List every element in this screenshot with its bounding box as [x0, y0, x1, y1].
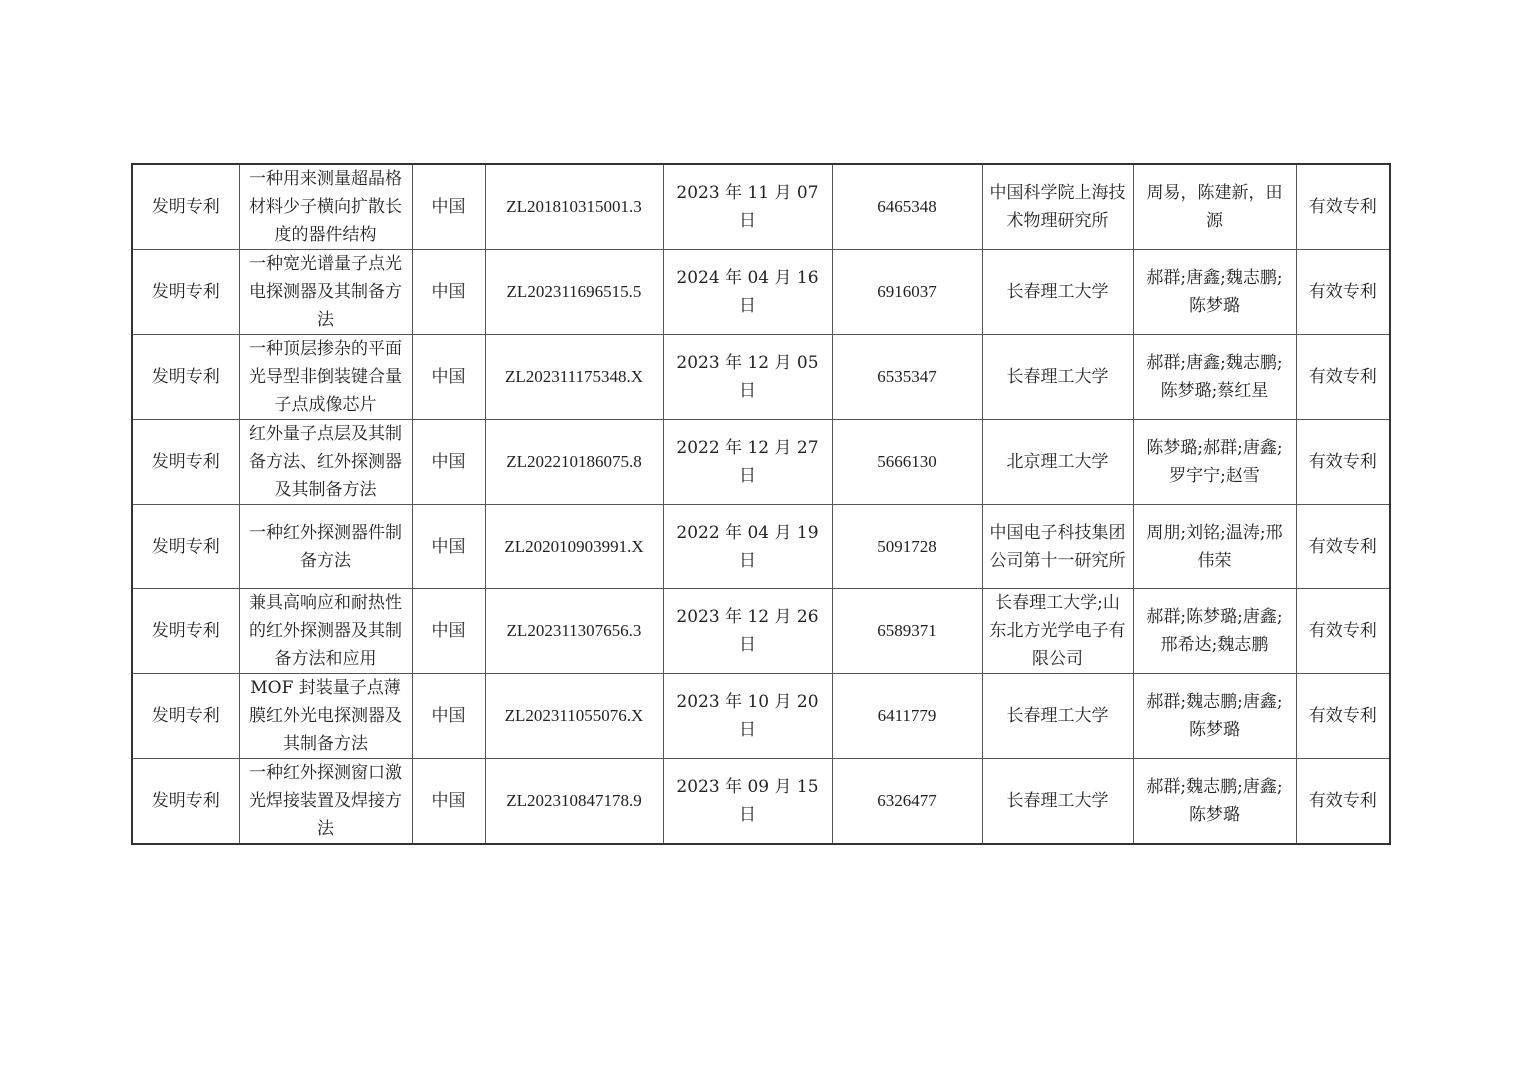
- country-cell: 中国: [412, 505, 485, 589]
- patent-type-cell: 发明专利: [132, 674, 239, 759]
- patent-number-cell: ZL202311696515.5: [485, 250, 663, 335]
- grant-date-cell: 2023 年 10 月 20 日: [663, 674, 832, 759]
- country-cell: 中国: [412, 759, 485, 845]
- country-cell: 中国: [412, 164, 485, 250]
- patent-title-cell: 一种红外探测器件制备方法: [239, 505, 412, 589]
- patentee-cell: 长春理工大学: [982, 759, 1133, 845]
- certificate-number-cell: 6465348: [832, 164, 982, 250]
- patentee-cell: 长春理工大学;山东北方光学电子有限公司: [982, 589, 1133, 674]
- legal-status-cell: 有效专利: [1296, 505, 1390, 589]
- patentee-cell: 北京理工大学: [982, 420, 1133, 505]
- grant-date-cell: 2022 年 04 月 19 日: [663, 505, 832, 589]
- country-cell: 中国: [412, 420, 485, 505]
- patent-type-cell: 发明专利: [132, 505, 239, 589]
- grant-date-cell: 2023 年 12 月 05 日: [663, 335, 832, 420]
- table-row: [132, 674, 1390, 759]
- legal-status-cell: 有效专利: [1296, 674, 1390, 759]
- patent-table-body: [132, 164, 1390, 844]
- country-cell: 中国: [412, 674, 485, 759]
- patent-number-cell: ZL202311055076.X: [485, 674, 663, 759]
- inventors-cell: 陈梦璐;郝群;唐鑫;罗宇宁;赵雪: [1133, 420, 1296, 505]
- grant-date-cell: 2023 年 09 月 15 日: [663, 759, 832, 845]
- certificate-number-cell: 6916037: [832, 250, 982, 335]
- certificate-number-cell: 6589371: [832, 589, 982, 674]
- patent-title-cell: 一种用来测量超晶格材料少子横向扩散长度的器件结构: [239, 164, 412, 250]
- inventors-cell: 郝群;唐鑫;魏志鹏;陈梦璐;蔡红星: [1133, 335, 1296, 420]
- patent-type-cell: 发明专利: [132, 164, 239, 250]
- patent-title-cell: 红外量子点层及其制备方法、红外探测器及其制备方法: [239, 420, 412, 505]
- patent-title-cell: 一种宽光谱量子点光电探测器及其制备方法: [239, 250, 412, 335]
- patent-number-cell: ZL201810315001.3: [485, 164, 663, 250]
- table-row: [132, 250, 1390, 335]
- table-row: [132, 589, 1390, 674]
- inventors-cell: 郝群;魏志鹏;唐鑫;陈梦璐: [1133, 674, 1296, 759]
- patent-number-cell: ZL202310847178.9: [485, 759, 663, 845]
- country-cell: 中国: [412, 250, 485, 335]
- inventors-cell: 郝群;魏志鹏;唐鑫;陈梦璐: [1133, 759, 1296, 845]
- grant-date-cell: 2023 年 12 月 26 日: [663, 589, 832, 674]
- certificate-number-cell: 6411779: [832, 674, 982, 759]
- patent-type-cell: 发明专利: [132, 589, 239, 674]
- table-row: [132, 335, 1390, 420]
- grant-date-cell: 2022 年 12 月 27 日: [663, 420, 832, 505]
- patentee-cell: 长春理工大学: [982, 674, 1133, 759]
- patent-type-cell: 发明专利: [132, 420, 239, 505]
- inventors-cell: 周易，陈建新，田源: [1133, 164, 1296, 250]
- patentee-cell: 中国电子科技集团公司第十一研究所: [982, 505, 1133, 589]
- patent-table: [131, 163, 1391, 845]
- table-row: [132, 164, 1390, 250]
- legal-status-cell: 有效专利: [1296, 589, 1390, 674]
- patent-title-cell: 兼具高响应和耐热性的红外探测器及其制备方法和应用: [239, 589, 412, 674]
- certificate-number-cell: 6535347: [832, 335, 982, 420]
- patent-number-cell: ZL202010903991.X: [485, 505, 663, 589]
- certificate-number-cell: 6326477: [832, 759, 982, 845]
- patentee-cell: 长春理工大学: [982, 250, 1133, 335]
- patent-type-cell: 发明专利: [132, 335, 239, 420]
- table-row: [132, 505, 1390, 589]
- inventors-cell: 周朋;刘铭;温涛;邢伟荣: [1133, 505, 1296, 589]
- country-cell: 中国: [412, 335, 485, 420]
- table-row: [132, 420, 1390, 505]
- inventors-cell: 郝群;唐鑫;魏志鹏;陈梦璐: [1133, 250, 1296, 335]
- grant-date-cell: 2024 年 04 月 16 日: [663, 250, 832, 335]
- table-row: [132, 759, 1390, 845]
- legal-status-cell: 有效专利: [1296, 759, 1390, 845]
- patent-number-cell: ZL202210186075.8: [485, 420, 663, 505]
- legal-status-cell: 有效专利: [1296, 335, 1390, 420]
- patent-title-cell: MOF 封装量子点薄膜红外光电探测器及其制备方法: [239, 674, 412, 759]
- country-cell: 中国: [412, 589, 485, 674]
- patentee-cell: 长春理工大学: [982, 335, 1133, 420]
- patent-type-cell: 发明专利: [132, 759, 239, 845]
- patent-number-cell: ZL202311175348.X: [485, 335, 663, 420]
- certificate-number-cell: 5666130: [832, 420, 982, 505]
- patentee-cell: 中国科学院上海技术物理研究所: [982, 164, 1133, 250]
- patent-title-cell: 一种红外探测窗口激光焊接装置及焊接方法: [239, 759, 412, 845]
- inventors-cell: 郝群;陈梦璐;唐鑫;邢希达;魏志鹏: [1133, 589, 1296, 674]
- legal-status-cell: 有效专利: [1296, 420, 1390, 505]
- certificate-number-cell: 5091728: [832, 505, 982, 589]
- patent-number-cell: ZL202311307656.3: [485, 589, 663, 674]
- patent-title-cell: 一种顶层掺杂的平面光导型非倒装键合量子点成像芯片: [239, 335, 412, 420]
- legal-status-cell: 有效专利: [1296, 164, 1390, 250]
- grant-date-cell: 2023 年 11 月 07 日: [663, 164, 832, 250]
- legal-status-cell: 有效专利: [1296, 250, 1390, 335]
- patent-type-cell: 发明专利: [132, 250, 239, 335]
